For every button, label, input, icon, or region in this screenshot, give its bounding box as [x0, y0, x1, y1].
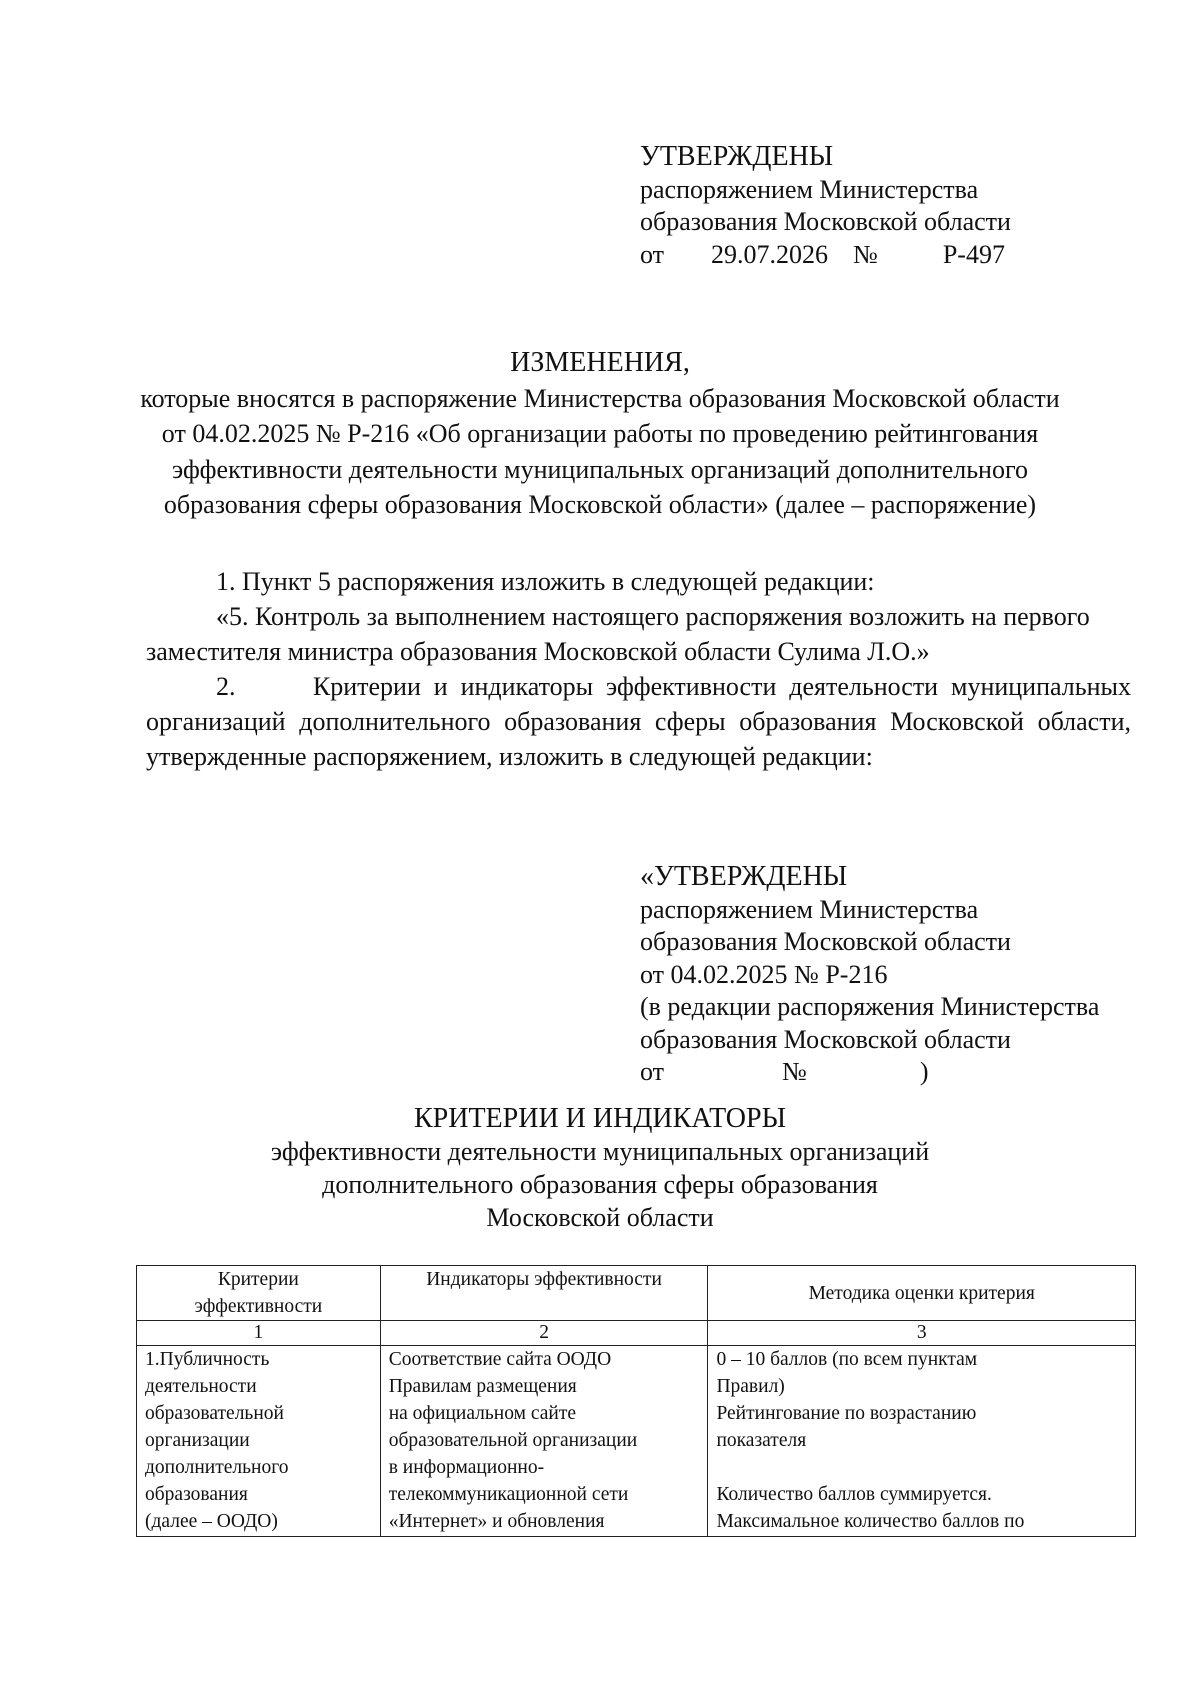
approval-block: [640, 141, 1011, 271]
approval2-from-label: от: [640, 1057, 665, 1086]
heading-line: эффективности деятельности муниципальных организаций дополнительного: [171, 454, 1028, 484]
cell-line: Правил): [716, 1376, 785, 1397]
cell-line: образовательной: [145, 1403, 284, 1424]
cell-line: Соответствие сайта ООДО: [388, 1349, 612, 1370]
cell-line: дополнительного: [145, 1457, 289, 1478]
approval2-line-3: от 04.02.2025 № Р-216: [640, 959, 888, 989]
cell-line: показателя: [716, 1430, 807, 1451]
item-2-line-2: организаций дополнительного образования сферы образования Московской области,: [146, 707, 1131, 736]
header-indicators: Индикаторы эффективности: [380, 1266, 708, 1321]
cell-line: Максимальное количество баллов по: [716, 1511, 1025, 1532]
document-heading: [0, 345, 1200, 523]
criteria-line: эффективности деятельности муниципальных организаций: [270, 1137, 930, 1166]
approval2-line-5: образования Московской области: [640, 1024, 1011, 1054]
cell-line: телекоммуникационной сети: [388, 1484, 629, 1505]
approval-date-line: [640, 239, 1011, 272]
cell-line: «Интернет» и обновления: [388, 1511, 605, 1532]
indicator-cell: [380, 1346, 708, 1537]
cell-line: деятельности: [145, 1376, 257, 1397]
approval-line-2: образования Московской области: [640, 207, 1011, 236]
approval2-line-4: (в редакции распоряжения Министерства: [640, 992, 1100, 1021]
cell-gap: [716, 1454, 1127, 1481]
table-header-row: [137, 1266, 1136, 1321]
cell-line: образовательной организации: [388, 1430, 638, 1451]
column-number: 2: [380, 1321, 708, 1346]
method-cell: [708, 1346, 1136, 1537]
approval-number: Р-497: [942, 239, 1005, 269]
header-criteria-line: Критерии: [217, 1269, 299, 1290]
item-1-quote-line-2: заместителя министра образования Московской области Сулима Л.О.»: [146, 637, 930, 666]
heading-line: которые вносятся в распоряжение Министерства образования Московской области: [140, 383, 1060, 413]
cell-line: в информационно-: [388, 1457, 545, 1478]
cell-line: на официальном сайте: [388, 1403, 577, 1424]
criteria-heading: [0, 1102, 1200, 1234]
approval2-number-label: №: [782, 1057, 807, 1086]
criteria-line: дополнительного образования сферы образования: [322, 1170, 878, 1199]
heading-line: образования сферы образования Московской области» (далее – распоряжение): [163, 490, 1037, 519]
cell-line: 1.Публичность: [145, 1349, 270, 1370]
approval2-line-2: образования Московской области: [640, 927, 1011, 956]
column-number: 1: [137, 1321, 381, 1346]
item-2-line-3: утвержденные распоряжением, изложить в следующей редакции:: [146, 742, 873, 771]
criteria-table: [136, 1265, 1136, 1537]
header-criteria: [137, 1266, 381, 1321]
approval-title: УТВЕРЖДЕНЫ: [640, 141, 834, 172]
cell-line: организации: [145, 1430, 250, 1451]
cell-line: образования: [145, 1484, 248, 1505]
cell-line: Рейтингование по возрастанию: [716, 1403, 977, 1424]
header-method: Методика оценки критерия: [708, 1266, 1136, 1321]
criteria-line: Московской области: [486, 1203, 714, 1232]
header-criteria-line: эффективности: [194, 1296, 323, 1317]
body-text: [146, 564, 1131, 774]
approval2-title: «УТВЕРЖДЕНЫ: [640, 861, 848, 892]
cell-line: 0 – 10 баллов (по всем пунктам: [716, 1349, 978, 1370]
approval-from-label: от: [640, 239, 665, 269]
criteria-cell: [137, 1346, 381, 1537]
criteria-title: КРИТЕРИИ И ИНДИКАТОРЫ: [413, 1103, 787, 1134]
heading-line: от 04.02.2025 № Р-216 «Об организации работы по проведению рейтингования: [161, 419, 1039, 448]
approval-number-label: №: [853, 239, 878, 269]
cell-line: Количество баллов суммируется.: [716, 1484, 992, 1505]
item-2-line-1: 2. Критерии и индикаторы эффективности деятельности муниципальных: [216, 672, 1131, 701]
cell-line: Правилам размещения: [388, 1376, 577, 1397]
approval-date: 29.07.2026: [711, 239, 829, 269]
approval2-close: ): [919, 1057, 929, 1086]
approval-block-2: [640, 861, 1099, 1089]
approval-line-1: распоряжением Министерства: [640, 174, 979, 204]
table-number-row: [137, 1321, 1136, 1346]
approval2-date-line: [640, 1056, 1099, 1089]
item-1: 1. Пункт 5 распоряжения изложить в следующей редакции:: [216, 567, 875, 596]
item-1-quote-line-1: «5. Контроль за выполнением настоящего распоряжения возложить на первого: [216, 602, 1090, 631]
approval2-line-1: распоряжением Министерства: [640, 894, 979, 924]
column-number: 3: [708, 1321, 1136, 1346]
table-row: [137, 1346, 1136, 1537]
cell-line: (далее – ООДО): [145, 1511, 278, 1532]
heading-title: ИЗМЕНЕНИЯ,: [510, 347, 690, 378]
